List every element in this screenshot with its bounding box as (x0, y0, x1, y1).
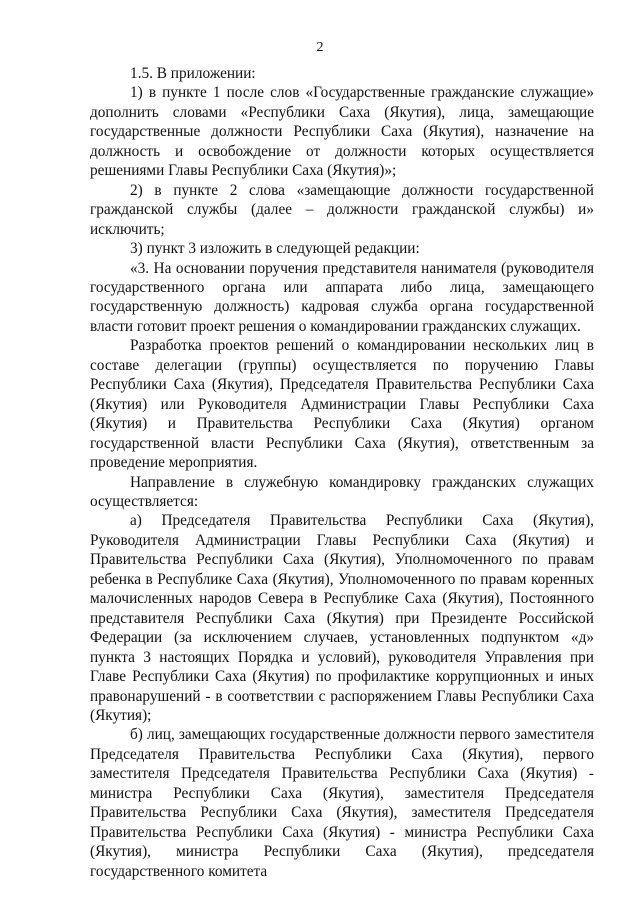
paragraph-subitem-a: а) Председателя Правительства Республики Саха (Якутия), Руководителя Администрации Главы Республики Саха (Якутия) и Правительства Республики Саха (Якутия), Уполномоченного по правам ребенка в Республике Саха (Якутия), Уполномоченного по правам коренных малочисленных народов Севера в Республике Саха (Якутия), Постоянного представителя Республики Саха (Якутия) при Президенте Российской Федерации (за исключением случаев, установленных подпунктом «д» пункта 3 настоящих Порядка и условий), руководителя Управления при Главе Республики Саха (Якутия) по профилактике коррупционных и иных правонарушений - в соответствии с распоряжением Главы Республики Саха (Якутия); (90, 512, 594, 724)
paragraph-section-1-5: 1.5. В приложении: (130, 65, 256, 82)
paragraph-subitem-b: б) лиц, замещающих государственные должности первого заместителя Председателя Правительства Республики Саха (Якутия), первого заместителя Председателя Правительства Республики Саха (Якутия) - министра Республики Саха (Якутия), заместителя Председателя Правительства Республики Саха (Якутия), заместителя Председателя Правительства Республики Саха (Якутия) - министра Республики Саха (Якутия), министра Республики Саха (Якутия), председателя государственного комитета (90, 726, 594, 880)
paragraph-new-clause-3: «3. На основании поручения представителя нанимателя (руководителя государственного органа или аппарата либо лица, замещающего государственную должность) кадровая служба органа государственной власти готовит проект решения о командировании гражданских служащих. (90, 259, 594, 335)
paragraph-item-1: 1) в пункте 1 после слов «Государственные гражданские служащие» дополнить словами «Республики Саха (Якутия), лица, замещающие государственные должности Республики Саха (Якутия), назначение на должность и освобождение от должности которых осуществляется решениями Главы Республики Саха (Якутия)»; (90, 84, 594, 180)
page-number: 2 (316, 40, 324, 55)
document-body (90, 64, 594, 881)
paragraph-item-2: 2) в пункте 2 слова «замещающие должности государственной гражданской службы (далее – должности гражданской службы) и» исключить; (90, 181, 594, 238)
paragraph-delegation-drafts: Разработка проектов решений о командировании нескольких лиц в составе делегации (группы) осуществляется по поручению Главы Республики Саха (Якутия), Председателя Правительства Республики Саха (Якутия) или Руководителя Администрации Главы Республики Саха (Якутия) и Правительства Республики Саха (Якутия) органом государственной власти Республики Саха (Якутия), ответственным за проведение мероприятия. (90, 337, 594, 472)
paragraph-business-trip-intro: Направление в служебную командировку гражданских служащих осуществляется: (90, 473, 594, 510)
paragraph-item-3: 3) пункт 3 изложить в следующей редакции: (130, 240, 420, 258)
